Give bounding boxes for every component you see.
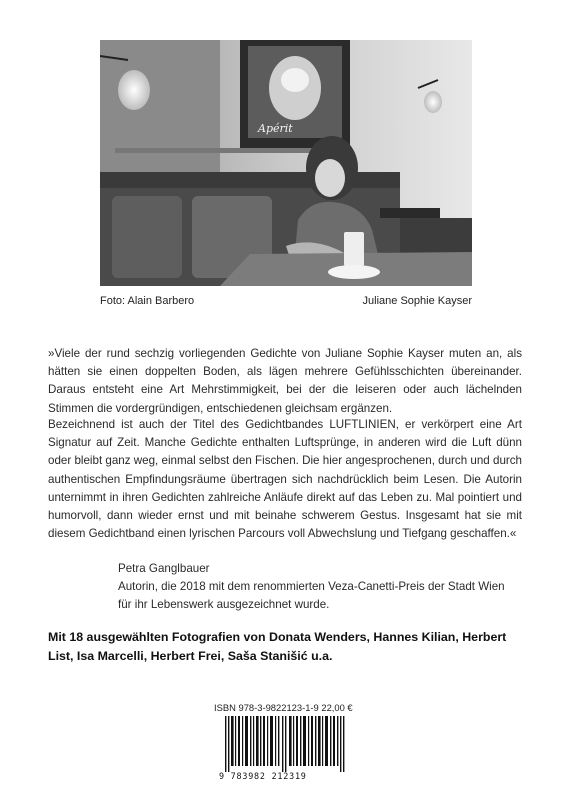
- quote-author-description: Autorin, die 2018 mit dem renommierten Veza-Canetti-Preis der Stadt Wien für ihr Lebenswerk ausgezeichnet wurde.: [118, 580, 505, 612]
- barcode-digits: 9 783982 212319: [219, 771, 307, 781]
- photographers-note: Mit 18 ausgewählten Fotografien von Donata Wenders, Hannes Kilian, Herbert List, Isa Marcelli, Herbert Frei, Saša Stanišić u.a.: [48, 630, 507, 663]
- author-photo: [100, 40, 472, 286]
- cafe-scene-image: [100, 40, 472, 286]
- barcode-icon: [225, 716, 345, 772]
- svg-text:Apérit: Apérit: [258, 122, 293, 135]
- photo-subject-caption: Juliane Sophie Kayser: [362, 295, 472, 307]
- quote-paragraph-1: »Viele der rund sechzig vorliegenden Gedichte von Juliane Sophie Kayser muten an, als hätten sie einen doppelten Boden, als lägen mehrere Gefühlsschichten übereinander. Daraus entsteht eine Art Mehrstimmigkeit, bei der die leiseren oder auch lächelnden Stimmen die vordergründigen, entschiedenen gleichsam ergänzen.: [48, 347, 522, 415]
- quote-paragraph-2: Bezeichnend ist auch der Titel des Gedichtbandes LUFTLINIEN, er verkörpert eine Art Signatur auf Zeit. Manche Gedichte enthalten Luftsprünge, in anderen wird die Luft dünn oder bleibt ganz weg, einmal selbst den Fischen. Die hier angesprochenen, durch und durch authentischen Empfindungsräume übertragen sich nachdrücklich beim Lesen. Die Autorin unternimmt in ihren Gedichten zahlreiche Anläufe direkt auf das Leben zu. Mal pointiert und humorvoll, dann wieder ernst und mit beinahe schwerem Gestus. Insgesamt hat sie mit diesem Gedichtband einen lyrischen Parcours voll Abwechslung und Tiefgang geschaffen.«: [48, 418, 522, 541]
- photo-credit: Foto: Alain Barbero: [100, 295, 195, 307]
- isbn-price: ISBN 978-3-9822123-1-9 22,00 €: [214, 702, 353, 713]
- quote-author-name: Petra Ganglbauer: [118, 562, 210, 575]
